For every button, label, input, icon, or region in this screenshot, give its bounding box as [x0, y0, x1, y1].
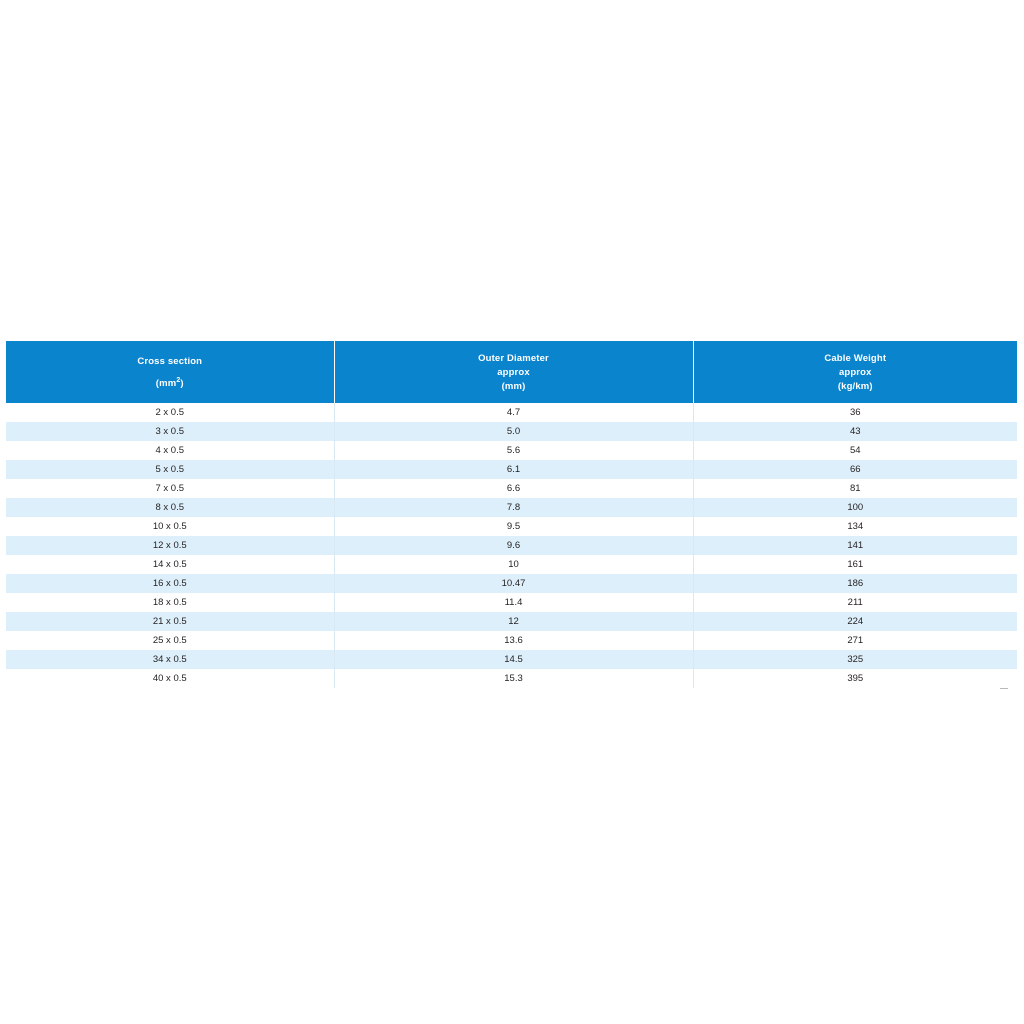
cell-cross-section: 40 x 0.5 — [6, 669, 334, 688]
cell-cable-weight: 81 — [693, 479, 1017, 498]
column-header-cross-section — [6, 341, 334, 403]
superscript-two: 2 — [176, 376, 181, 384]
cell-cable-weight: 36 — [693, 403, 1017, 422]
cable-spec-table — [6, 341, 1017, 688]
cell-cross-section: 3 x 0.5 — [6, 422, 334, 441]
cell-outer-diameter: 15.3 — [334, 669, 693, 688]
cell-cross-section: 18 x 0.5 — [6, 593, 334, 612]
cell-cable-weight: 43 — [693, 422, 1017, 441]
cell-cross-section: 12 x 0.5 — [6, 536, 334, 555]
cell-cross-section: 5 x 0.5 — [6, 460, 334, 479]
cell-cross-section: 8 x 0.5 — [6, 498, 334, 517]
cell-outer-diameter: 7.8 — [334, 498, 693, 517]
cell-outer-diameter: 6.6 — [334, 479, 693, 498]
cell-cable-weight: 325 — [693, 650, 1017, 669]
cell-cable-weight: 211 — [693, 593, 1017, 612]
column-header-cable-weight-title: Cable Weight — [824, 353, 887, 364]
table-row — [6, 422, 1017, 441]
column-header-cross-section-spacer — [10, 369, 330, 376]
table-row — [6, 536, 1017, 555]
column-header-cross-section-title: Cross section — [137, 355, 203, 367]
cell-cross-section: 10 x 0.5 — [6, 517, 334, 536]
cell-cable-weight: 141 — [693, 536, 1017, 555]
cell-outer-diameter: 9.6 — [334, 536, 693, 555]
cell-outer-diameter: 11.4 — [334, 593, 693, 612]
column-header-outer-diameter — [334, 341, 693, 403]
cell-cross-section: 14 x 0.5 — [6, 555, 334, 574]
table-row — [6, 555, 1017, 574]
cell-outer-diameter: 13.6 — [334, 631, 693, 650]
table-row — [6, 403, 1017, 422]
cell-outer-diameter: 10 — [334, 555, 693, 574]
table-row — [6, 631, 1017, 650]
column-header-outer-diameter-unit: (mm) — [501, 380, 526, 392]
page-edge-mark — [1000, 688, 1008, 689]
cell-cable-weight: 66 — [693, 460, 1017, 479]
cell-cable-weight: 100 — [693, 498, 1017, 517]
column-header-cable-weight — [693, 341, 1017, 403]
cell-cross-section: 4 x 0.5 — [6, 441, 334, 460]
cell-cable-weight: 186 — [693, 574, 1017, 593]
table-header-row — [6, 341, 1017, 403]
cable-spec-table-container — [6, 341, 1017, 688]
table-row — [6, 479, 1017, 498]
cell-cross-section: 2 x 0.5 — [6, 403, 334, 422]
table-row — [6, 460, 1017, 479]
cell-cable-weight: 395 — [693, 669, 1017, 688]
table-body — [6, 403, 1017, 688]
cell-outer-diameter: 9.5 — [334, 517, 693, 536]
cell-cross-section: 7 x 0.5 — [6, 479, 334, 498]
table-row — [6, 517, 1017, 536]
cell-cross-section: 16 x 0.5 — [6, 574, 334, 593]
column-header-cross-section-unit: $(mm^2)$ — [155, 376, 184, 389]
column-header-cable-weight-unit: (kg/km) — [837, 380, 873, 392]
table-row — [6, 498, 1017, 517]
cell-outer-diameter: 5.6 — [334, 441, 693, 460]
column-header-cable-weight-approx: approx — [838, 366, 872, 378]
cell-cable-weight: 271 — [693, 631, 1017, 650]
table-header — [6, 341, 1017, 403]
cell-outer-diameter: 4.7 — [334, 403, 693, 422]
cell-cable-weight: 134 — [693, 517, 1017, 536]
cell-cross-section: 34 x 0.5 — [6, 650, 334, 669]
cell-outer-diameter: 14.5 — [334, 650, 693, 669]
cell-outer-diameter: 5.0 — [334, 422, 693, 441]
cell-outer-diameter: 12 — [334, 612, 693, 631]
column-header-outer-diameter-title: Outer Diameter — [478, 353, 549, 364]
table-row — [6, 593, 1017, 612]
cell-cable-weight: 54 — [693, 441, 1017, 460]
table-row — [6, 612, 1017, 631]
column-header-outer-diameter-approx: approx — [497, 366, 530, 378]
cell-outer-diameter: 10.47 — [334, 574, 693, 593]
cell-cross-section: 25 x 0.5 — [6, 631, 334, 650]
cell-outer-diameter: 6.1 — [334, 460, 693, 479]
cell-cable-weight: 161 — [693, 555, 1017, 574]
table-row — [6, 441, 1017, 460]
cell-cable-weight: 224 — [693, 612, 1017, 631]
table-row — [6, 650, 1017, 669]
cell-cross-section: 21 x 0.5 — [6, 612, 334, 631]
table-row — [6, 574, 1017, 593]
table-row — [6, 669, 1017, 688]
